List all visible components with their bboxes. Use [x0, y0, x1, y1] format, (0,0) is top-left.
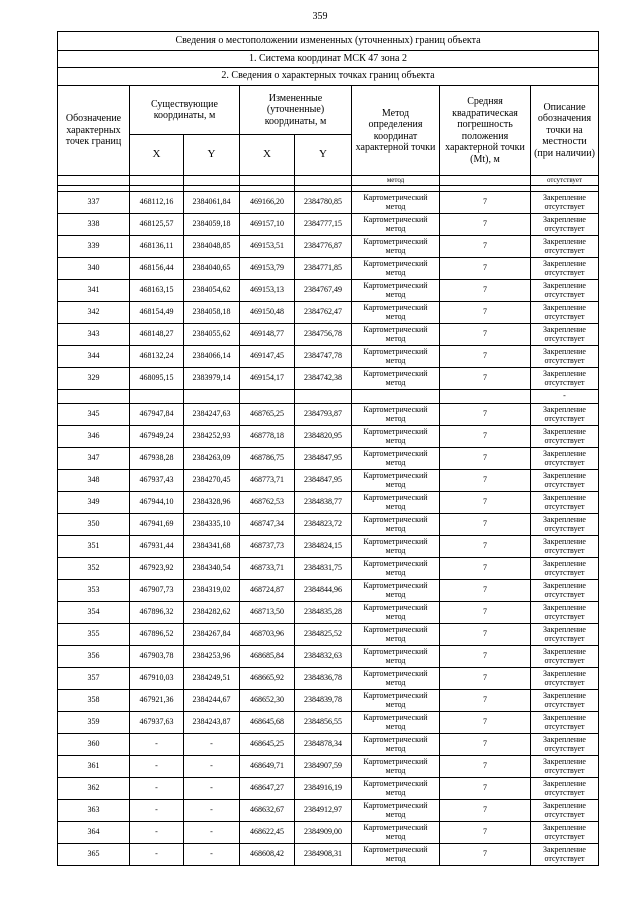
table-row — [58, 558, 599, 580]
existing-y: - — [184, 822, 240, 844]
changed-x: 468665,92 — [240, 668, 295, 690]
table-row — [58, 324, 599, 346]
table-row — [58, 302, 599, 324]
description: Закрепление отсутствует — [531, 822, 599, 844]
table-row — [58, 280, 599, 302]
existing-y: 2384267,84 — [184, 624, 240, 646]
changed-y: 2384793,87 — [295, 404, 352, 426]
method: Картометрический метод — [352, 514, 440, 536]
point-id: 350 — [58, 514, 130, 536]
existing-y: 2384341,68 — [184, 536, 240, 558]
table-row — [58, 668, 599, 690]
method: Картометрический метод — [352, 324, 440, 346]
point-id: 365 — [58, 844, 130, 866]
description: Закрепление отсутствует — [531, 624, 599, 646]
existing-x: 468125,57 — [130, 214, 184, 236]
mean-error: 7 — [440, 324, 531, 346]
existing-y: - — [184, 734, 240, 756]
description: Закрепление отсутствует — [531, 258, 599, 280]
empty-cell — [184, 390, 240, 404]
description: Закрепление отсутствует — [531, 844, 599, 866]
table-title: Сведения о местоположении измененных (уточненных) границ объекта — [58, 32, 599, 51]
mean-error: 7 — [440, 258, 531, 280]
table-row — [58, 624, 599, 646]
table-row — [58, 778, 599, 800]
header-existing-x: X — [130, 135, 184, 176]
existing-y: 2384252,93 — [184, 426, 240, 448]
table-row — [58, 734, 599, 756]
existing-y: 2384282,62 — [184, 602, 240, 624]
changed-x: 468786,75 — [240, 448, 295, 470]
changed-y: 2384856,55 — [295, 712, 352, 734]
changed-x: 469148,77 — [240, 324, 295, 346]
section-title: 2. Сведения о характерных точках границ объекта — [58, 68, 599, 86]
existing-y: - — [184, 756, 240, 778]
table-row — [58, 602, 599, 624]
point-id: 356 — [58, 646, 130, 668]
existing-y: 2384040,65 — [184, 258, 240, 280]
description: Закрепление отсутствует — [531, 346, 599, 368]
description: Закрепление отсутствует — [531, 426, 599, 448]
method: Картометрический метод — [352, 712, 440, 734]
existing-x: 468136,11 — [130, 236, 184, 258]
mean-error: 7 — [440, 514, 531, 536]
table-row — [58, 712, 599, 734]
changed-x: 469153,51 — [240, 236, 295, 258]
method: Картометрический метод — [352, 492, 440, 514]
method: Картометрический метод — [352, 426, 440, 448]
mean-error: 7 — [440, 448, 531, 470]
table-row — [58, 192, 599, 214]
point-id: 355 — [58, 624, 130, 646]
empty-cell — [240, 390, 295, 404]
table-row — [58, 492, 599, 514]
existing-x: 467896,52 — [130, 624, 184, 646]
description: Закрепление отсутствует — [531, 448, 599, 470]
description: Закрепление отсутствует — [531, 646, 599, 668]
existing-x: 468154,49 — [130, 302, 184, 324]
empty-cell — [352, 390, 440, 404]
method: Картометрический метод — [352, 346, 440, 368]
table-row — [58, 214, 599, 236]
existing-x: 467903,78 — [130, 646, 184, 668]
existing-y: 2384058,18 — [184, 302, 240, 324]
description: Закрепление отсутствует — [531, 514, 599, 536]
existing-x: 467944,10 — [130, 492, 184, 514]
existing-y: 2384263,09 — [184, 448, 240, 470]
point-id: 345 — [58, 404, 130, 426]
point-id: 360 — [58, 734, 130, 756]
existing-y: 2384066,14 — [184, 346, 240, 368]
method: Картометрический метод — [352, 602, 440, 624]
method: Картометрический метод — [352, 536, 440, 558]
existing-x: 467896,32 — [130, 602, 184, 624]
existing-x: 467949,24 — [130, 426, 184, 448]
existing-y: 2384270,45 — [184, 470, 240, 492]
table-row — [58, 844, 599, 866]
method: Картометрический метод — [352, 822, 440, 844]
changed-y: 2384916,19 — [295, 778, 352, 800]
point-id: 340 — [58, 258, 130, 280]
existing-y: 2384061,84 — [184, 192, 240, 214]
changed-y: 2384767,49 — [295, 280, 352, 302]
changed-x: 468703,96 — [240, 624, 295, 646]
empty-cell — [130, 390, 184, 404]
method: Картометрический метод — [352, 734, 440, 756]
changed-y: 2384823,72 — [295, 514, 352, 536]
existing-y: 2384048,85 — [184, 236, 240, 258]
point-id: 329 — [58, 368, 130, 390]
empty-cell — [440, 390, 531, 404]
continued-description: отсутствует — [531, 176, 599, 186]
changed-x: 468645,68 — [240, 712, 295, 734]
existing-y: 2384249,51 — [184, 668, 240, 690]
point-id: 353 — [58, 580, 130, 602]
changed-x: 468765,25 — [240, 404, 295, 426]
mean-error: 7 — [440, 734, 531, 756]
coordinate-system: 1. Система координат МСК 47 зона 2 — [58, 51, 599, 68]
boundary-points-table — [57, 31, 599, 866]
gap-description: - — [531, 390, 599, 404]
empty-cell — [295, 390, 352, 404]
existing-y: 2384319,02 — [184, 580, 240, 602]
table-row — [58, 646, 599, 668]
mean-error: 7 — [440, 236, 531, 258]
changed-y: 2384820,95 — [295, 426, 352, 448]
changed-x: 468647,27 — [240, 778, 295, 800]
mean-error: 7 — [440, 404, 531, 426]
existing-y: - — [184, 844, 240, 866]
method: Картометрический метод — [352, 368, 440, 390]
changed-x: 468622,45 — [240, 822, 295, 844]
description: Закрепление отсутствует — [531, 492, 599, 514]
gap-row — [58, 390, 599, 404]
existing-x: 468163,15 — [130, 280, 184, 302]
description: Закрепление отсутствует — [531, 580, 599, 602]
table-row — [58, 756, 599, 778]
description: Закрепление отсутствует — [531, 668, 599, 690]
changed-x: 468608,42 — [240, 844, 295, 866]
mean-error: 7 — [440, 302, 531, 324]
mean-error: 7 — [440, 690, 531, 712]
changed-y: 2384847,95 — [295, 448, 352, 470]
table-row — [58, 258, 599, 280]
changed-y: 2384771,85 — [295, 258, 352, 280]
point-id: 338 — [58, 214, 130, 236]
existing-y: 2384243,87 — [184, 712, 240, 734]
point-id: 362 — [58, 778, 130, 800]
changed-y: 2384831,75 — [295, 558, 352, 580]
changed-y: 2384844,96 — [295, 580, 352, 602]
existing-x: - — [130, 822, 184, 844]
table-row — [58, 536, 599, 558]
existing-x: 467937,43 — [130, 470, 184, 492]
mean-error: 7 — [440, 778, 531, 800]
empty-cell — [58, 390, 130, 404]
continued-method: метод — [352, 176, 440, 186]
table-row — [58, 514, 599, 536]
point-id: 349 — [58, 492, 130, 514]
changed-x: 469153,79 — [240, 258, 295, 280]
existing-y: 2383979,14 — [184, 368, 240, 390]
description: Закрепление отсутствует — [531, 800, 599, 822]
header-changed-y: Y — [295, 135, 352, 176]
changed-x: 468685,84 — [240, 646, 295, 668]
existing-x: - — [130, 734, 184, 756]
point-id: 346 — [58, 426, 130, 448]
description: Закрепление отсутствует — [531, 192, 599, 214]
method: Картометрический метод — [352, 470, 440, 492]
existing-y: 2384059,18 — [184, 214, 240, 236]
description: Закрепление отсутствует — [531, 734, 599, 756]
existing-y: 2384253,96 — [184, 646, 240, 668]
changed-y: 2384776,87 — [295, 236, 352, 258]
table-row — [58, 800, 599, 822]
method: Картометрический метод — [352, 756, 440, 778]
existing-y: - — [184, 778, 240, 800]
mean-error: 7 — [440, 580, 531, 602]
existing-y: 2384054,62 — [184, 280, 240, 302]
header-changed: Измененные (уточненные) координаты, м — [240, 86, 352, 135]
changed-y: 2384777,15 — [295, 214, 352, 236]
method: Картометрический метод — [352, 690, 440, 712]
existing-x: 467938,28 — [130, 448, 184, 470]
changed-y: 2384838,77 — [295, 492, 352, 514]
mean-error: 7 — [440, 368, 531, 390]
existing-x: 467921,36 — [130, 690, 184, 712]
description: Закрепление отсутствует — [531, 324, 599, 346]
point-id: 352 — [58, 558, 130, 580]
changed-y: 2384742,38 — [295, 368, 352, 390]
description: Закрепление отсутствует — [531, 778, 599, 800]
point-id: 348 — [58, 470, 130, 492]
header-existing: Существующие координаты, м — [130, 86, 240, 135]
description: Закрепление отсутствует — [531, 602, 599, 624]
method: Картометрический метод — [352, 778, 440, 800]
changed-x: 468645,25 — [240, 734, 295, 756]
description: Закрепление отсутствует — [531, 558, 599, 580]
point-id: 339 — [58, 236, 130, 258]
changed-x: 468778,18 — [240, 426, 295, 448]
changed-y: 2384907,59 — [295, 756, 352, 778]
table-row — [58, 448, 599, 470]
mean-error: 7 — [440, 800, 531, 822]
existing-x: 468112,16 — [130, 192, 184, 214]
changed-x: 468713,50 — [240, 602, 295, 624]
point-id: 341 — [58, 280, 130, 302]
mean-error: 7 — [440, 426, 531, 448]
existing-x: 467941,69 — [130, 514, 184, 536]
method: Картометрический метод — [352, 800, 440, 822]
point-id: 344 — [58, 346, 130, 368]
table-row — [58, 346, 599, 368]
existing-x: - — [130, 778, 184, 800]
existing-y: 2384244,67 — [184, 690, 240, 712]
description: Закрепление отсутствует — [531, 368, 599, 390]
mean-error: 7 — [440, 712, 531, 734]
changed-x: 468762,53 — [240, 492, 295, 514]
description: Закрепление отсутствует — [531, 756, 599, 778]
existing-x: 468156,44 — [130, 258, 184, 280]
table-row — [58, 470, 599, 492]
mean-error: 7 — [440, 602, 531, 624]
description: Закрепление отсутствует — [531, 712, 599, 734]
changed-y: 2384912,97 — [295, 800, 352, 822]
table-row — [58, 236, 599, 258]
header-existing-y: Y — [184, 135, 240, 176]
header-description: Описание обозначения точки на местности (при наличии) — [531, 86, 599, 176]
changed-x: 468652,30 — [240, 690, 295, 712]
method: Картометрический метод — [352, 404, 440, 426]
changed-y: 2384878,34 — [295, 734, 352, 756]
mean-error: 7 — [440, 822, 531, 844]
header-changed-x: X — [240, 135, 295, 176]
mean-error: 7 — [440, 756, 531, 778]
table-row — [58, 368, 599, 390]
existing-y: 2384328,96 — [184, 492, 240, 514]
method: Картометрический метод — [352, 236, 440, 258]
method: Картометрический метод — [352, 844, 440, 866]
changed-y: 2384780,85 — [295, 192, 352, 214]
point-id: 351 — [58, 536, 130, 558]
point-id: 357 — [58, 668, 130, 690]
existing-y: 2384340,54 — [184, 558, 240, 580]
method: Картометрический метод — [352, 214, 440, 236]
point-id: 337 — [58, 192, 130, 214]
existing-x: 467937,63 — [130, 712, 184, 734]
existing-x: 467910,03 — [130, 668, 184, 690]
changed-y: 2384756,78 — [295, 324, 352, 346]
header-error: Средняя квадратическая погрешность положения характерной точки (Mt), м — [440, 86, 531, 176]
changed-y: 2384825,52 — [295, 624, 352, 646]
table-row — [58, 426, 599, 448]
changed-y: 2384762,47 — [295, 302, 352, 324]
changed-x: 468747,34 — [240, 514, 295, 536]
mean-error: 7 — [440, 280, 531, 302]
changed-x: 469154,17 — [240, 368, 295, 390]
description: Закрепление отсутствует — [531, 214, 599, 236]
mean-error: 7 — [440, 646, 531, 668]
description: Закрепление отсутствует — [531, 280, 599, 302]
continued-row — [58, 176, 599, 186]
method: Картометрический метод — [352, 624, 440, 646]
description: Закрепление отсутствует — [531, 302, 599, 324]
point-id: 361 — [58, 756, 130, 778]
changed-y: 2384908,31 — [295, 844, 352, 866]
method: Картометрический метод — [352, 448, 440, 470]
existing-x: - — [130, 756, 184, 778]
changed-x: 468733,71 — [240, 558, 295, 580]
mean-error: 7 — [440, 668, 531, 690]
description: Закрепление отсутствует — [531, 536, 599, 558]
existing-x: 467931,44 — [130, 536, 184, 558]
method: Картометрический метод — [352, 280, 440, 302]
method: Картометрический метод — [352, 258, 440, 280]
changed-x: 468632,67 — [240, 800, 295, 822]
changed-y: 2384909,00 — [295, 822, 352, 844]
existing-x: 467907,73 — [130, 580, 184, 602]
changed-x: 469153,13 — [240, 280, 295, 302]
mean-error: 7 — [440, 470, 531, 492]
method: Картометрический метод — [352, 580, 440, 602]
description: Закрепление отсутствует — [531, 690, 599, 712]
existing-x: - — [130, 800, 184, 822]
description: Закрепление отсутствует — [531, 236, 599, 258]
point-id: 358 — [58, 690, 130, 712]
changed-y: 2384747,78 — [295, 346, 352, 368]
point-id: 347 — [58, 448, 130, 470]
changed-x: 469147,45 — [240, 346, 295, 368]
existing-x: 467947,84 — [130, 404, 184, 426]
header-designation: Обозначение характерных точек границ — [58, 86, 130, 176]
existing-x: 467923,92 — [130, 558, 184, 580]
changed-x: 468724,87 — [240, 580, 295, 602]
mean-error: 7 — [440, 346, 531, 368]
table-row — [58, 580, 599, 602]
changed-x: 469157,10 — [240, 214, 295, 236]
point-id: 359 — [58, 712, 130, 734]
method: Картометрический метод — [352, 302, 440, 324]
description: Закрепление отсутствует — [531, 470, 599, 492]
page-number: 359 — [312, 11, 328, 22]
method: Картометрический метод — [352, 668, 440, 690]
existing-y: 2384335,10 — [184, 514, 240, 536]
mean-error: 7 — [440, 492, 531, 514]
method: Картометрический метод — [352, 558, 440, 580]
existing-y: - — [184, 800, 240, 822]
changed-y: 2384832,63 — [295, 646, 352, 668]
table-row — [58, 822, 599, 844]
changed-x: 468737,73 — [240, 536, 295, 558]
changed-y: 2384835,28 — [295, 602, 352, 624]
existing-x: 468132,24 — [130, 346, 184, 368]
point-id: 342 — [58, 302, 130, 324]
mean-error: 7 — [440, 844, 531, 866]
table-row — [58, 690, 599, 712]
mean-error: 7 — [440, 192, 531, 214]
changed-y: 2384847,95 — [295, 470, 352, 492]
changed-y: 2384839,78 — [295, 690, 352, 712]
changed-y: 2384824,15 — [295, 536, 352, 558]
existing-x: 468148,27 — [130, 324, 184, 346]
existing-y: 2384055,62 — [184, 324, 240, 346]
mean-error: 7 — [440, 624, 531, 646]
point-id: 364 — [58, 822, 130, 844]
changed-x: 468773,71 — [240, 470, 295, 492]
mean-error: 7 — [440, 536, 531, 558]
changed-y: 2384836,78 — [295, 668, 352, 690]
mean-error: 7 — [440, 558, 531, 580]
method: Картометрический метод — [352, 646, 440, 668]
changed-x: 469166,20 — [240, 192, 295, 214]
point-id: 343 — [58, 324, 130, 346]
existing-x: - — [130, 844, 184, 866]
description: Закрепление отсутствует — [531, 404, 599, 426]
table-row — [58, 404, 599, 426]
changed-x: 468649,71 — [240, 756, 295, 778]
existing-y: 2384247,63 — [184, 404, 240, 426]
point-id: 354 — [58, 602, 130, 624]
mean-error: 7 — [440, 214, 531, 236]
method: Картометрический метод — [352, 192, 440, 214]
point-id: 363 — [58, 800, 130, 822]
header-method: Метод определения координат характерной точки — [352, 86, 440, 176]
existing-x: 468095,15 — [130, 368, 184, 390]
changed-x: 469150,48 — [240, 302, 295, 324]
